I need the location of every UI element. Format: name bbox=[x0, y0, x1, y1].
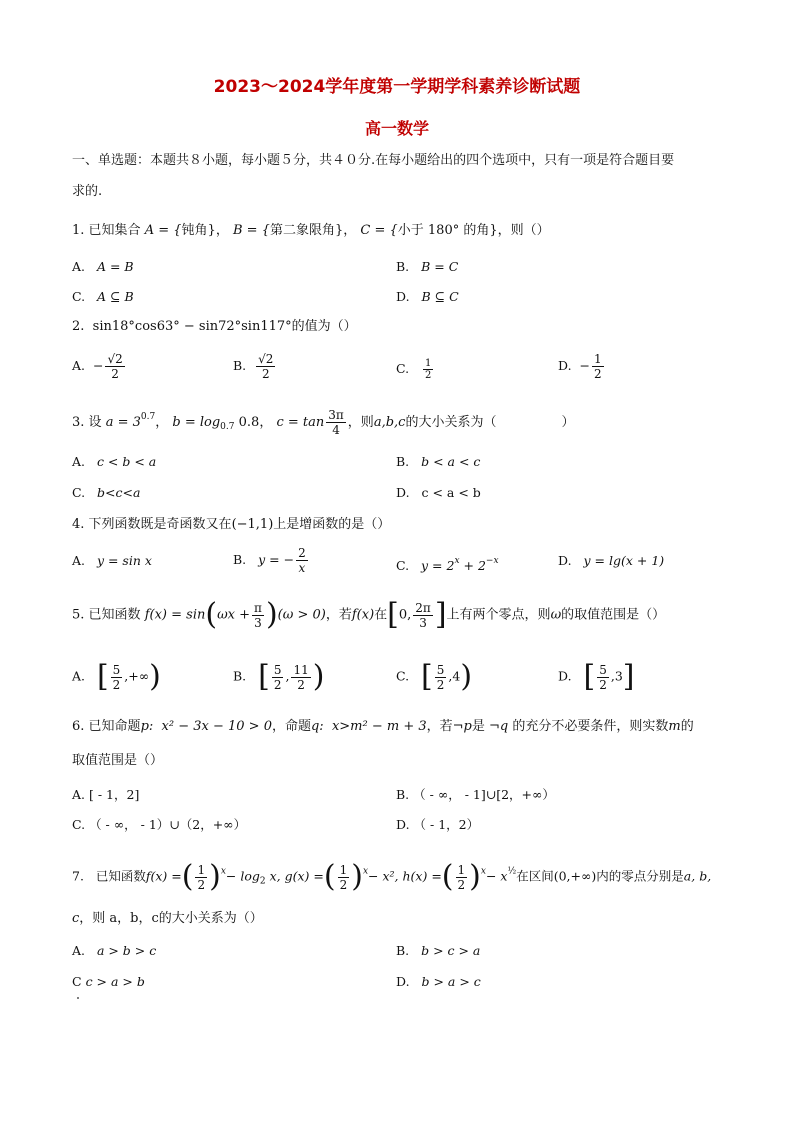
q3-option-a: A. c < b < a bbox=[72, 454, 157, 469]
question-5: 5. 已知函数 f(x) = sin(ωx + $\frac{\pi}{3}$ )(ω > 0)，若f(x)在[0, $\frac{2\pi}{3}$ ]上有两个零点，则ω的取值范围是（） bbox=[72, 597, 666, 632]
q1-set-a-content: 钝角 bbox=[181, 223, 208, 238]
q1-set-b: B = { bbox=[232, 223, 270, 238]
q5-option-b: B. [ $\frac{5}{2}$ , $\frac{11}{2}$ ) bbox=[233, 659, 325, 694]
q2-expression: sin18°cos63° − sin72°sin117° bbox=[92, 319, 292, 334]
question-1: 1. 已知集合 A = {钝角}， B = {第二象限角}， C = {小于 180° 的角}，则（） bbox=[72, 223, 550, 238]
q3-option-b: B. b < a < c bbox=[396, 454, 481, 469]
question-3: 3. 设 $a = 3^{0.7}$， $b = \log_{0.7} 0.8$， c = tan $\frac{3\pi}{4}$ ，则a,b,c的大小关系为（ ） bbox=[72, 408, 575, 437]
q6-option-b: B. （ - ∞， - 1]∪[2，+∞） bbox=[396, 787, 555, 802]
q4-option-c: C. $y = 2^x + 2^{-x}$ bbox=[396, 556, 499, 573]
q4-option-b: B. y = − $\frac{2}{x}$ bbox=[233, 546, 306, 575]
q6-option-d: D. （ - 1，2） bbox=[396, 817, 480, 832]
q1-option-b: B. B = C bbox=[396, 259, 459, 274]
question-6: 6. 已知命题p: x² − 3x − 10 > 0，命题q: x>m² − m + 3，若¬p是 ¬q 的充分不必要条件，则实数m的 bbox=[72, 719, 694, 734]
q1-option-d: D. B ⊆ C bbox=[396, 289, 459, 304]
q1-tail: ，则（） bbox=[497, 223, 550, 238]
question-7: 7. 已知函数f(x) =( $\frac{1}{2}$ )$^x- \log_2 x$, g(x) =( $\frac{1}{2}$ )$^x$− x², h(x) =( $\frac{1}{2}$ )$^x- x^{\frac{1}{2}}$在区间(0,+∞)内的零点分别是a, b, bbox=[72, 859, 712, 894]
q1-stem: 已知集合 bbox=[88, 223, 141, 238]
q2-option-a: A. − $\frac{√2}{2}$ bbox=[72, 352, 123, 381]
q7-option-c: C c > a > b bbox=[72, 974, 145, 989]
q4-number: 4. bbox=[72, 517, 85, 532]
section-heading-line1: 一、单选题：本题共８小题，每小题５分，共４０分.在每小题给出的四个选项中，只有一项是符合题目要 bbox=[72, 153, 675, 168]
q1-number: 1. bbox=[72, 223, 85, 238]
q5-option-d: D. [ $\frac{5}{2}$ ,3] bbox=[558, 659, 635, 694]
q6-option-a: A. [ - 1，2] bbox=[72, 787, 140, 802]
q7-number: 7. bbox=[72, 868, 84, 884]
q5-option-c: C. [ $\frac{5}{2}$ ,4) bbox=[396, 659, 473, 694]
exam-title: 2023～2024学年度第一学期学科素养诊断试题 bbox=[213, 77, 581, 97]
q7-option-d: D. b > a > c bbox=[396, 974, 481, 989]
q1-option-a: A. A = B bbox=[72, 259, 134, 274]
q3-option-d: D. c < a < b bbox=[396, 485, 481, 500]
q4-option-a: A. y = sin x bbox=[72, 553, 152, 568]
q2-number: 2. bbox=[72, 319, 85, 334]
q2-option-c: C. $\frac{1}{2}$ bbox=[396, 358, 432, 381]
q2-tail: 的值为（） bbox=[291, 319, 357, 334]
stray-dot-mark bbox=[77, 997, 79, 999]
q1-set-b-content: 第二象限角 bbox=[269, 223, 335, 238]
q1-set-c-content: 小于 180° 的角 bbox=[397, 223, 490, 238]
question-4: 4. 下列函数既是奇函数又在(−1,1)上是增函数的是（） bbox=[72, 517, 391, 532]
question-7-line2: c，则 a，b，c的大小关系为（） bbox=[72, 911, 263, 926]
q5-option-a: A. [ $\frac{5}{2}$ ,+∞) bbox=[72, 659, 161, 694]
q2-option-d: D. − $\frac{1}{2}$ bbox=[558, 352, 602, 381]
q7-option-b: B. b > c > a bbox=[396, 943, 481, 958]
q7-option-a: A. a > b > c bbox=[72, 943, 157, 958]
q1-set-a: A = { bbox=[144, 223, 182, 238]
q3-number: 3. bbox=[72, 415, 85, 430]
q2-option-b: B. $\frac{√2}{2}$ bbox=[233, 352, 274, 381]
question-2 bbox=[72, 318, 357, 336]
q1-set-c: C = { bbox=[360, 223, 398, 238]
q1-option-c: C. A ⊆ B bbox=[72, 289, 134, 304]
question-6-line2: 取值范围是（） bbox=[72, 753, 164, 768]
q5-number: 5. bbox=[72, 607, 85, 623]
q6-option-c: C. （ - ∞， - 1）∪（2，+∞） bbox=[72, 817, 247, 832]
exam-subtitle: 高一数学 bbox=[364, 119, 429, 138]
q6-number: 6. bbox=[72, 719, 85, 734]
q3-option-c: C. b<c<a bbox=[72, 485, 141, 500]
q4-option-d: D. y = lg(x + 1) bbox=[558, 553, 665, 568]
section-heading-line2: 求的. bbox=[72, 184, 103, 199]
